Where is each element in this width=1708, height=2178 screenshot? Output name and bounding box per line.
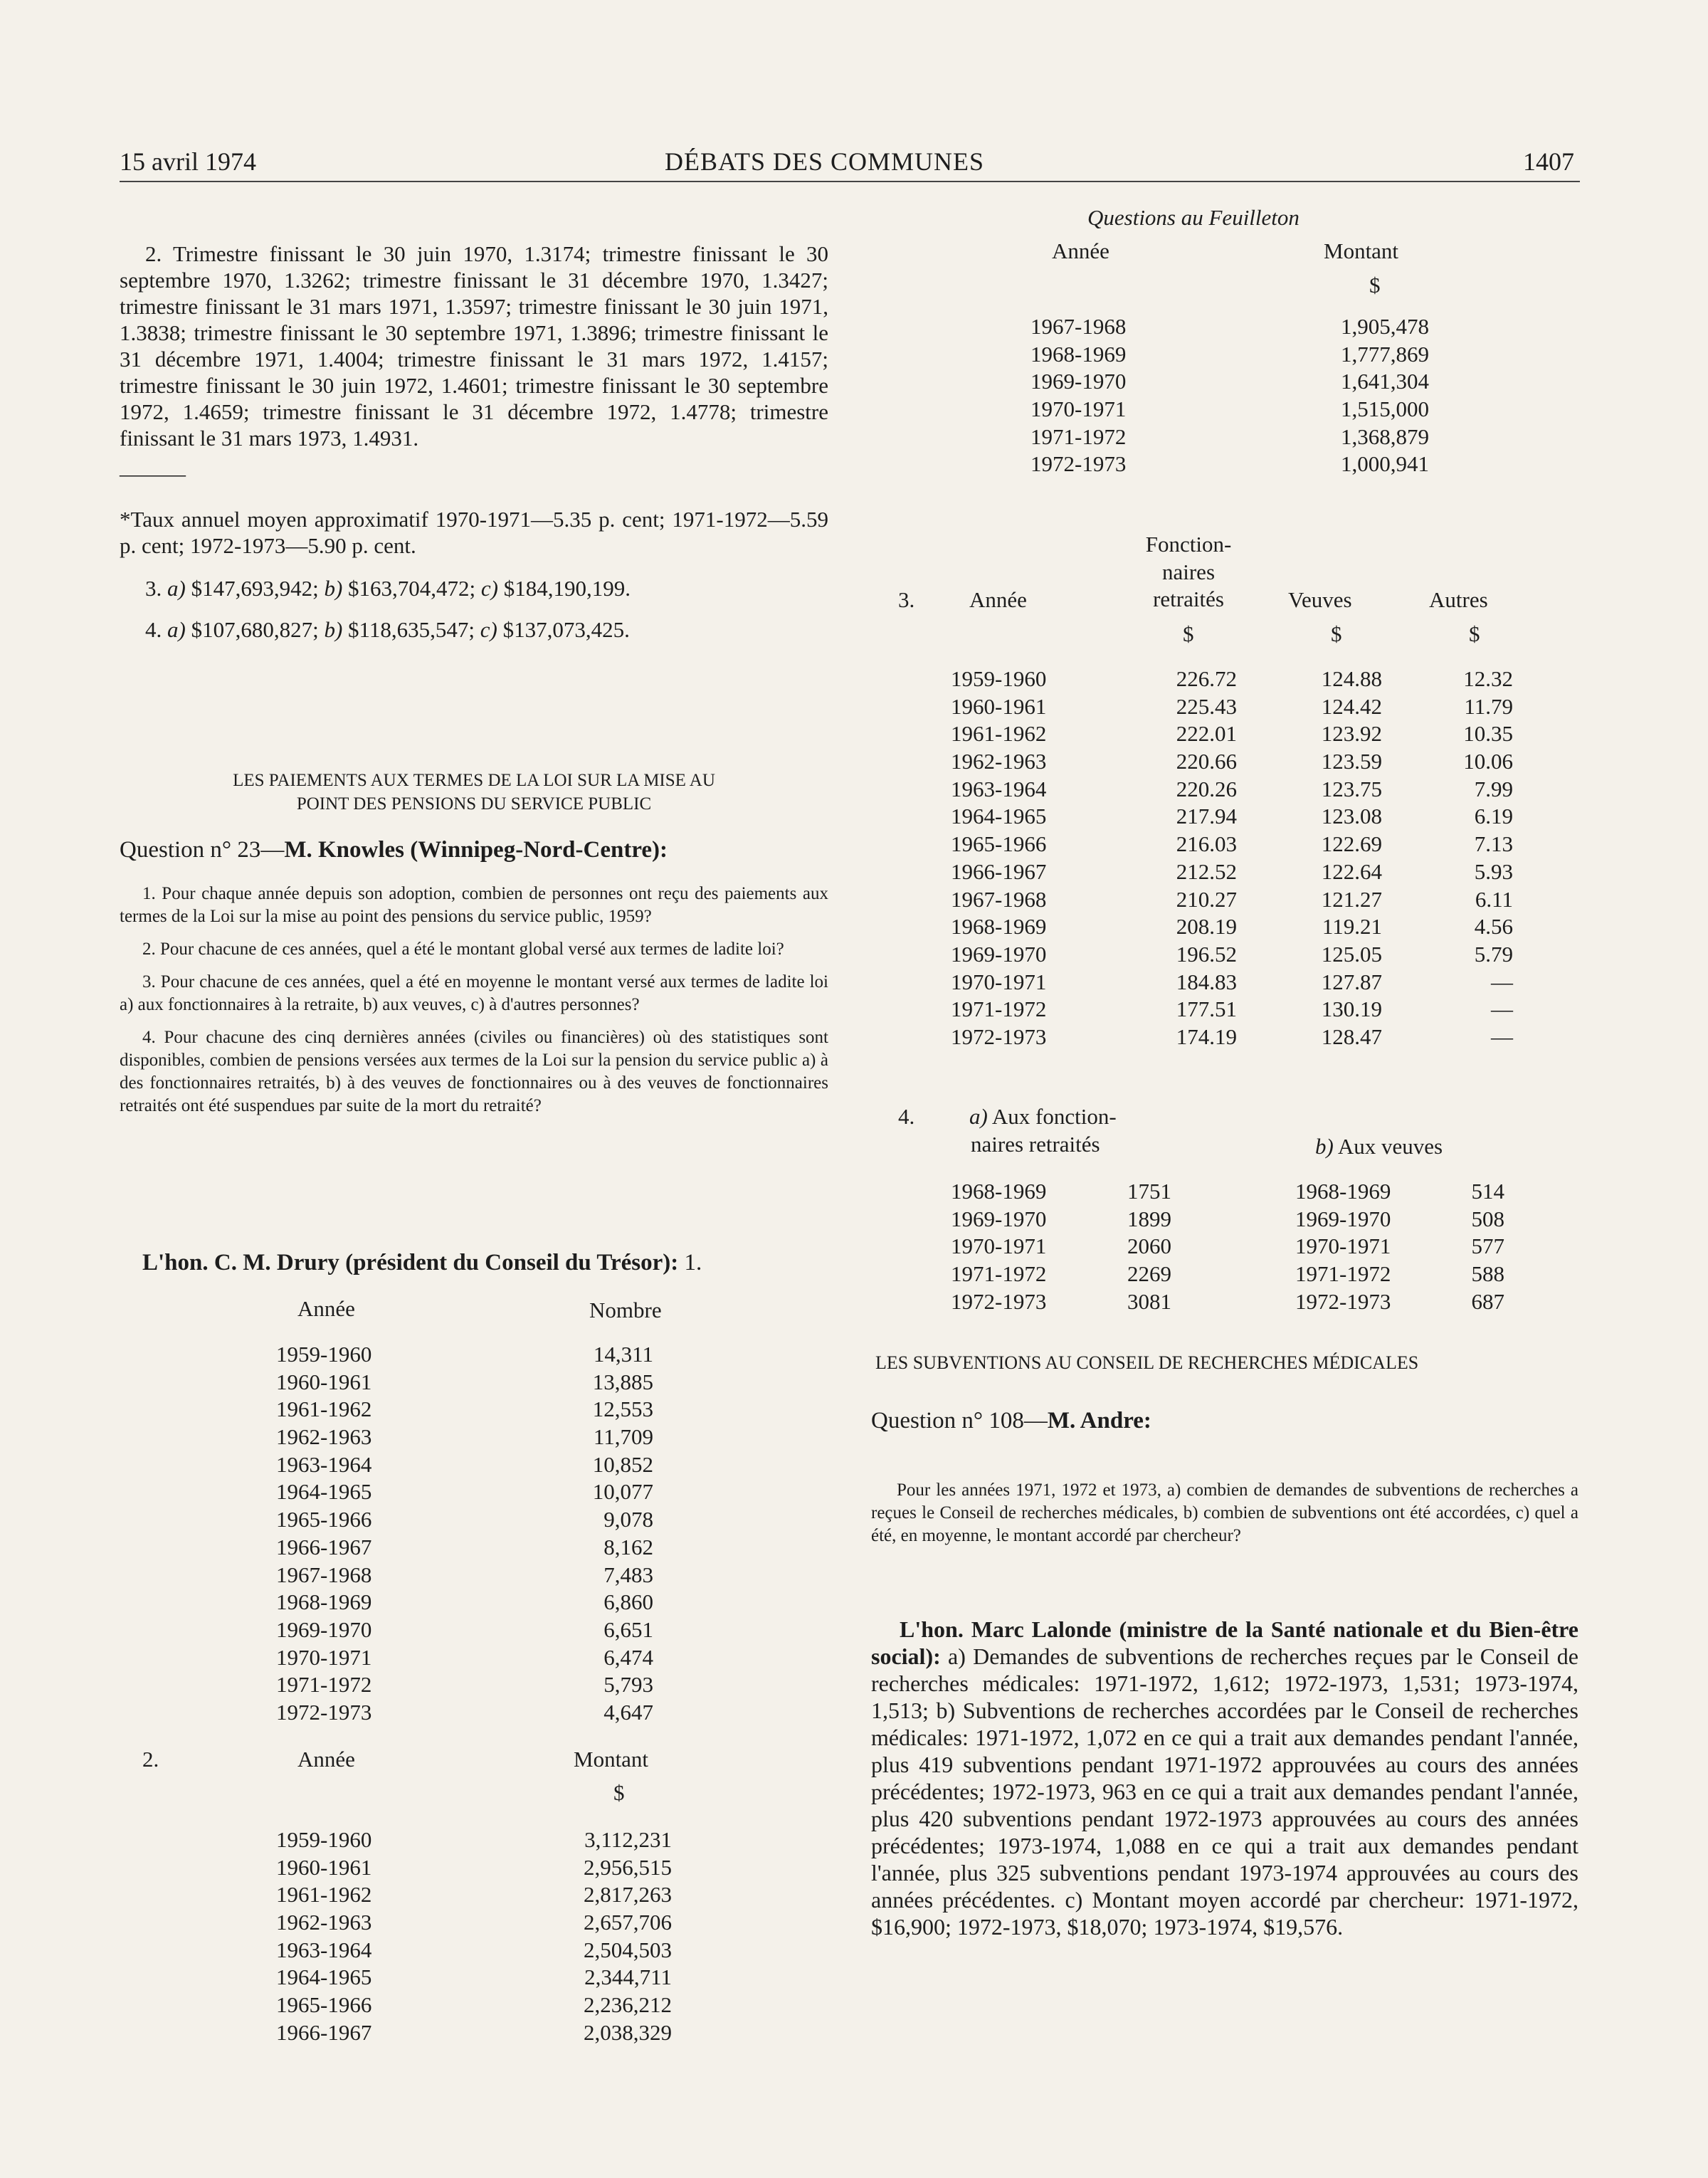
row-year: 1960-1961 [951, 693, 1047, 719]
table-row [1295, 1288, 1509, 1316]
row-value: 1899 [1127, 1206, 1171, 1231]
row-value: 196.52 [1176, 941, 1237, 967]
row-value: 6.11 [1475, 886, 1513, 912]
row-value: 6,651 [603, 1616, 653, 1642]
row-value: 2,817,263 [584, 1882, 672, 1908]
table-row [951, 1261, 1179, 1288]
table-row [276, 1562, 675, 1589]
question-108-heading: Question n° 108—M. Andre: [871, 1408, 1151, 1433]
row-year: 1970-1971 [951, 1233, 1047, 1259]
table-row [276, 1616, 675, 1644]
table-row [1030, 341, 1429, 369]
section-caption-pensions: LES PAIEMENTS AUX TERMES DE LA LOI SUR LA MISE AU POINT DES PENSIONS DU SERVICE PUBLIC [233, 771, 715, 814]
table-row [276, 1992, 675, 2019]
row-year: 1964-1965 [276, 1964, 372, 1990]
row-value: 7,483 [603, 1562, 653, 1587]
row-year: 1963-1964 [276, 1937, 372, 1962]
table-row [276, 1369, 675, 1396]
row-value: 123.08 [1321, 804, 1382, 829]
table-row [1295, 1233, 1509, 1261]
row-value: 2,236,212 [584, 1992, 672, 2018]
row-value: 124.42 [1321, 693, 1382, 719]
table-row [276, 1424, 675, 1451]
table3-header-retired: Fonction- naires retraités [1145, 532, 1232, 612]
row-value: 216.03 [1176, 831, 1237, 857]
row-value: 177.51 [1176, 996, 1237, 1022]
row-year: 1959-1960 [276, 1827, 372, 1852]
header-rule [120, 181, 1580, 182]
row-value: 2,038,329 [584, 2019, 672, 2045]
table2-number: 2. [142, 1747, 159, 1772]
table-row [1295, 1178, 1509, 1206]
row-year: 1960-1961 [276, 1854, 372, 1880]
row-value: 2,344,711 [584, 1964, 672, 1990]
question-23-text: 1. Pour chaque année depuis son adoption, combien de personnes ont reçu des paiements aux termes de la Loi sur la mise au point des pensions du service public, 1959? 2. Pour chacune de ces années, quel a été le montant global versé aux termes de ladite loi? 3. Pour chacune de ces années, quel a été en moyenne le montant versé aux termes de ladite loi a) aux fonctionnaires à la retraite, b) aux veuves, c) à d'autres personnes? 4. Pour chacune des cinq dernières années (civiles ou financières) où des statistiques sont disponibles, combien de pensions versées aux termes de la Loi sur la pension du service public a) à des fonctionnaires retraités, b) à des veuves de fonctionnaires ou à des veuves de fonctionnaires retraités ont été suspendues par suite de la mort du retraité? [120, 884, 828, 1115]
table4-retired [951, 1178, 1179, 1315]
table3-header-widows: Veuves [1288, 587, 1352, 612]
table-row [951, 969, 1513, 996]
row-value: 124.88 [1321, 666, 1382, 691]
table-row [951, 666, 1513, 693]
row-value: 184.83 [1176, 969, 1237, 994]
table3-unit-3: $ [1469, 621, 1480, 646]
row-year: 1962-1963 [276, 1424, 372, 1450]
row-value: 9,078 [603, 1507, 653, 1532]
question-23-heading: Question n° 23—M. Knowles (Winnipeg-Nord-Centre): [120, 837, 668, 863]
row-year: 1966-1967 [276, 1534, 372, 1559]
table-row [951, 831, 1513, 858]
table-row [276, 1644, 675, 1672]
table4-header-a: a) Aux fonction- naires retraités [969, 1104, 1117, 1157]
row-value: 119.21 [1322, 914, 1382, 940]
row-value: 174.19 [1176, 1024, 1237, 1049]
table-row [951, 858, 1513, 886]
table3-unit-2: $ [1331, 621, 1342, 646]
row-year: 1970-1971 [1295, 1233, 1391, 1259]
row-year: 1968-1969 [276, 1589, 372, 1615]
row-year: 1962-1963 [951, 749, 1047, 774]
row-value: 4,647 [603, 1699, 653, 1725]
row-value: 2,504,503 [584, 1937, 672, 1962]
row-value: 6.19 [1474, 804, 1513, 829]
row-value: 1,641,304 [1341, 369, 1429, 394]
table-row [951, 720, 1513, 748]
row-value: 11.79 [1464, 693, 1513, 719]
row-year: 1968-1969 [1030, 341, 1127, 367]
row-year: 1960-1961 [276, 1369, 372, 1394]
row-year: 1969-1970 [951, 1206, 1047, 1231]
row-year: 1970-1971 [1030, 396, 1127, 422]
row-value: 212.52 [1176, 858, 1237, 884]
row-year: 1972-1973 [951, 1288, 1047, 1314]
separator-dash: ——— [120, 461, 186, 486]
row-value: 1,000,941 [1341, 451, 1429, 477]
table2b-unit: $ [1369, 273, 1381, 298]
table-row [276, 1451, 675, 1479]
row-year: 1970-1971 [951, 969, 1047, 994]
table-row [276, 1589, 675, 1616]
table4-number: 4. [898, 1104, 915, 1129]
table-row [951, 1024, 1513, 1051]
row-value: 13,885 [592, 1369, 653, 1394]
row-value: 217.94 [1176, 804, 1237, 829]
answer-paragraph-2: 2. Trimestre finissant le 30 juin 1970, 1.3174; trimestre finissant le 30 septembre 1970, 1.3262; trimestre finissant le 31 décembre 1970, 1.3427; trimestre finissant le 31 mars 1971, 1.3597; trimestre finissant le 30 juin 1971, 1.3838; trimestre finissant le 30 septembre 1971, 1.3896; trimestre finissant le 31 décembre 1971, 1.4004; trimestre finissant le 31 mars 1972, 1.4157; trimestre finissant le 30 juin 1972, 1.4601; trimestre finissant le 30 septembre 1972, 1.4659; trimestre finissant le 31 décembre 1972, 1.4778; trimestre finissant le 31 mars 1973, 1.4931. [120, 241, 828, 451]
row-value: 508 [1471, 1206, 1504, 1231]
row-value: 123.75 [1321, 776, 1382, 801]
table-row [276, 1396, 675, 1424]
row-year: 1971-1972 [1295, 1261, 1391, 1287]
row-year: 1964-1965 [276, 1479, 372, 1505]
table-row [951, 1288, 1179, 1316]
table2b-header-year: Année [1052, 238, 1109, 263]
row-year: 1971-1972 [1030, 424, 1127, 449]
row-year: 1966-1967 [276, 2019, 372, 2045]
answer-3-line: 3. a) $147,693,942; b) $163,704,472; c) $184,190,199. [145, 576, 631, 601]
row-year: 1965-1966 [276, 1507, 372, 1532]
row-value: 577 [1471, 1233, 1504, 1259]
table-row [276, 1534, 675, 1562]
section-caption-medical-research: LES SUBVENTIONS AU CONSEIL DE RECHERCHES MÉDICALES [875, 1352, 1419, 1373]
row-value: 514 [1471, 1179, 1504, 1204]
row-value: 11,709 [593, 1424, 653, 1450]
row-value: 128.47 [1321, 1024, 1382, 1049]
table-row [951, 941, 1513, 969]
table-row [276, 1699, 675, 1727]
table-row [951, 886, 1513, 914]
table-row [1030, 424, 1429, 451]
row-value: 123.92 [1321, 721, 1382, 747]
header-title: DÉBATS DES COMMUNES [665, 147, 985, 176]
row-value: 12,553 [592, 1396, 653, 1422]
row-year: 1969-1970 [1295, 1206, 1391, 1231]
row-year: 1965-1966 [951, 831, 1047, 857]
row-value: 5.93 [1474, 858, 1513, 884]
table-row [1030, 396, 1429, 424]
header-date: 15 avril 1974 [120, 147, 256, 176]
row-year: 1969-1970 [951, 941, 1047, 967]
row-value: 10.06 [1463, 749, 1513, 774]
table-row [276, 2019, 675, 2047]
row-value: 2060 [1127, 1233, 1171, 1259]
row-value: 1,515,000 [1341, 396, 1429, 422]
row-year: 1961-1962 [276, 1396, 372, 1422]
left-column-top [120, 241, 828, 643]
row-year: 1959-1960 [276, 1342, 372, 1367]
row-value: 226.72 [1176, 666, 1237, 691]
row-value: 588 [1471, 1261, 1504, 1287]
row-year: 1964-1965 [951, 804, 1047, 829]
row-value: 1,368,879 [1341, 424, 1429, 449]
table-row [951, 913, 1513, 941]
table-row [1295, 1261, 1509, 1288]
table4-header-b: b) Aux veuves [1315, 1134, 1443, 1159]
table-row [951, 693, 1513, 721]
row-year: 1963-1964 [951, 776, 1047, 801]
row-value: 687 [1471, 1288, 1504, 1314]
row-value: 1,905,478 [1341, 314, 1429, 339]
row-year: 1966-1967 [951, 858, 1047, 884]
table2b-header-amount: Montant [1324, 238, 1399, 263]
row-value: 2269 [1127, 1261, 1171, 1287]
table-row [1295, 1206, 1509, 1233]
row-value: 122.64 [1321, 858, 1382, 884]
row-value: 121.27 [1321, 886, 1382, 912]
row-year: 1963-1964 [276, 1451, 372, 1477]
row-value: 222.01 [1176, 721, 1237, 747]
row-value: — [1491, 1024, 1513, 1049]
table1-header-year: Année [297, 1296, 355, 1321]
row-year: 1968-1969 [1295, 1179, 1391, 1204]
row-year: 1972-1973 [951, 1024, 1047, 1049]
answer-4-line: 4. a) $107,680,827; b) $118,635,547; c) $137,073,425. [145, 617, 630, 642]
row-year: 1965-1966 [276, 1992, 372, 2018]
table-row [951, 1206, 1179, 1233]
row-year: 1972-1973 [1030, 451, 1127, 477]
row-value: 8,162 [603, 1534, 653, 1559]
row-value: 12.32 [1463, 666, 1513, 691]
row-value: 6,474 [603, 1644, 653, 1670]
row-value: — [1491, 996, 1513, 1022]
table2-header-year: Année [297, 1747, 355, 1772]
row-value: 4.56 [1474, 914, 1513, 940]
row-value: 5,793 [603, 1672, 653, 1698]
table-row [951, 1178, 1179, 1206]
row-value: 14,311 [593, 1342, 653, 1367]
table-row [1030, 368, 1429, 396]
row-year: 1967-1968 [276, 1562, 372, 1587]
row-value: — [1491, 969, 1513, 994]
table-row [1030, 313, 1429, 341]
row-value: 3,112,231 [584, 1827, 672, 1852]
table4-widows [1295, 1178, 1509, 1315]
row-year: 1967-1968 [1030, 314, 1127, 339]
row-year: 1959-1960 [951, 666, 1047, 691]
row-year: 1968-1969 [951, 1179, 1047, 1204]
row-value: 225.43 [1176, 693, 1237, 719]
table-row [276, 1937, 675, 1964]
row-value: 5.79 [1474, 941, 1513, 967]
table2-continued [1030, 313, 1429, 478]
table-row [276, 1341, 675, 1369]
header-page-number: 1407 [1523, 147, 1574, 176]
table2-unit: $ [613, 1780, 625, 1805]
table-row [951, 748, 1513, 776]
row-value: 3081 [1127, 1288, 1171, 1314]
row-value: 127.87 [1321, 969, 1382, 994]
row-year: 1962-1963 [276, 1910, 372, 1935]
table-row [276, 1964, 675, 1992]
table1 [276, 1341, 675, 1727]
question-108-text: Pour les années 1971, 1972 et 1973, a) combien de demandes de subventions de recherches a reçues le Conseil de recherches médicales, b) combien de subventions ont été accordées, c) quel a été, en moyenne, le montant accordé par chercheur? [871, 1480, 1578, 1545]
table-row [276, 1909, 675, 1937]
table-row [276, 1854, 675, 1882]
row-year: 1971-1972 [951, 996, 1047, 1022]
row-value: 6,860 [603, 1589, 653, 1615]
row-year: 1968-1969 [951, 914, 1047, 940]
table-row [951, 1233, 1179, 1261]
row-value: 220.26 [1176, 776, 1237, 801]
table-row [951, 803, 1513, 831]
table1-header-number: Nombre [589, 1298, 662, 1322]
row-value: 2,956,515 [584, 1854, 672, 1880]
row-value: 10.35 [1463, 721, 1513, 747]
row-value: 7.13 [1474, 831, 1513, 857]
table3-unit-1: $ [1183, 621, 1194, 646]
row-value: 10,852 [592, 1451, 653, 1477]
table-row [1030, 451, 1429, 478]
row-value: 7.99 [1474, 776, 1513, 801]
row-value: 1,777,869 [1341, 341, 1429, 367]
table2-header-amount: Montant [574, 1747, 649, 1772]
lalonde-answer: L'hon. Marc Lalonde (ministre de la Santé nationale et du Bien-être social): a) Demandes de subventions de recherches reçues par le Conseil de recherches médicales: 1971-1972, 1,612; 1972-1973, 1,531; 1973-1974, 1,513; b) Subventions de recherches accordées par le Conseil de recherches médicales: 1971-1972, 1,072 en ce qui a trait aux demandes pendant l'année, plus 419 subventions pendant 1971-1972 approuvées au cours des années précédentes; 1972-1973, 963 en ce qui a trait aux demandes pendant l'année, plus 420 subventions pendant 1972-1973 approuvées au cours des années précédentes; 1973-1974, 1,088 en ce qui a trait aux demandes pendant l'année, plus 325 subventions pendant 1973-1974 approuvées au cours des années précédentes. c) Montant moyen accordé par chercheur: 1971-1972, $16,900; 1972-1973, $18,070; 1973-1974, $19,576. [871, 1616, 1578, 1940]
row-value: 122.69 [1321, 831, 1382, 857]
table-row [276, 1506, 675, 1534]
table3-header-others: Autres [1429, 587, 1488, 612]
rate-note: *Taux annuel moyen approximatif 1970-1971—5.35 p. cent; 1971-1972—5.59 p. cent; 1972-1973—5.90 p. cent. [120, 507, 828, 558]
row-year: 1970-1971 [276, 1644, 372, 1670]
running-head-questions: Questions au Feuilleton [1087, 205, 1300, 230]
table-row [276, 1671, 675, 1699]
row-value: 130.19 [1321, 996, 1382, 1022]
row-year: 1971-1972 [276, 1672, 372, 1698]
table-row [951, 996, 1513, 1024]
row-value: 123.59 [1321, 749, 1382, 774]
row-value: 125.05 [1321, 941, 1382, 967]
table3-number: 3. [898, 587, 915, 612]
row-value: 1751 [1127, 1179, 1171, 1204]
row-value: 2,657,706 [584, 1910, 672, 1935]
drury-answer-heading: L'hon. C. M. Drury (président du Conseil du Trésor): 1. [142, 1250, 702, 1275]
table2 [276, 1826, 675, 2047]
row-year: 1967-1968 [951, 886, 1047, 912]
row-year: 1971-1972 [951, 1261, 1047, 1287]
row-year: 1969-1970 [276, 1616, 372, 1642]
row-year: 1961-1962 [276, 1882, 372, 1908]
table3 [951, 666, 1513, 1051]
row-year: 1969-1970 [1030, 369, 1127, 394]
row-value: 220.66 [1176, 749, 1237, 774]
row-value: 208.19 [1176, 914, 1237, 940]
row-year: 1972-1973 [1295, 1288, 1391, 1314]
row-year: 1961-1962 [951, 721, 1047, 747]
row-year: 1972-1973 [276, 1699, 372, 1725]
table-row [276, 1478, 675, 1506]
table-row [276, 1881, 675, 1909]
table3-header-year: Année [969, 587, 1027, 612]
row-value: 210.27 [1176, 886, 1237, 912]
table-row [276, 1826, 675, 1854]
table-row [951, 776, 1513, 804]
row-value: 10,077 [592, 1479, 653, 1505]
